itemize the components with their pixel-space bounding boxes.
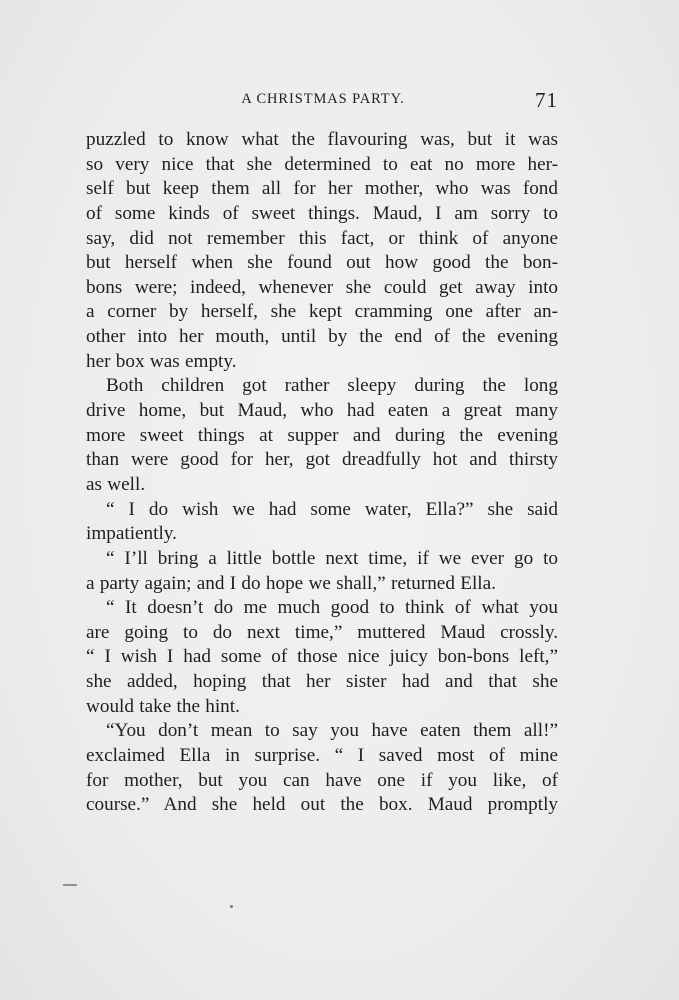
text-line: “You don’t mean to say you have eaten them all!” <box>106 720 558 742</box>
text-line: “ I’ll bring a little bottle next time, if we ever go to <box>106 547 558 569</box>
text-line: “ I do wish we had some water, Ella?” she said <box>106 498 558 520</box>
text-line: puzzled to know what the flavouring was, but it was <box>86 129 558 150</box>
text-line: Both children got rather sleepy during the long <box>106 375 558 397</box>
text-line: other into her mouth, until by the end of the evening <box>86 326 558 348</box>
text-line: are going to do next time,” muttered Maud crossly. <box>86 621 558 643</box>
text-line: “ I wish I had some of those nice juicy bon-bons left,” <box>86 646 558 668</box>
text-line: impatiently. <box>86 523 177 545</box>
text-line: of some kinds of sweet things. Maud, I am sorry to <box>86 202 558 224</box>
text-line: self but keep them all for her mother, who was fond <box>86 178 558 200</box>
text-line: drive home, but Maud, who had eaten a great many <box>86 400 558 422</box>
running-head <box>86 88 560 115</box>
text-line: but herself when she found out how good the bon- <box>86 252 558 274</box>
print-speck <box>63 884 77 886</box>
text-line: would take the hint. <box>86 695 240 717</box>
text-line: so very nice that she determined to eat no more her- <box>86 153 558 175</box>
text-line: a party again; and I do hope we shall,” returned Ella. <box>86 572 496 594</box>
text-line: “ It doesn’t do me much good to think of what you <box>106 597 558 619</box>
text-line: course.” And she held out the box. Maud promptly <box>86 794 558 816</box>
running-title: A CHRISTMAS PARTY. <box>241 91 405 107</box>
text-line: say, did not remember this fact, or think of anyone <box>86 227 558 249</box>
text-line: for mother, but you can have one if you like, of <box>86 769 558 791</box>
text-line: more sweet things at supper and during the evening <box>86 424 558 446</box>
text-line: a corner by herself, she kept cramming one after an- <box>86 301 558 323</box>
text-line: bons were; indeed, whenever she could get away into <box>86 276 558 298</box>
page-number: 71 <box>535 88 558 112</box>
text-line: she added, hoping that her sister had and that she <box>86 671 558 693</box>
text-line: her box was empty. <box>86 350 237 372</box>
body-text <box>86 128 558 818</box>
text-line: as well. <box>86 473 146 495</box>
text-line: exclaimed Ella in surprise. “ I saved most of mine <box>86 745 558 767</box>
print-speck <box>230 905 233 908</box>
text-line: than were good for her, got dreadfully hot and thirsty <box>86 449 558 471</box>
